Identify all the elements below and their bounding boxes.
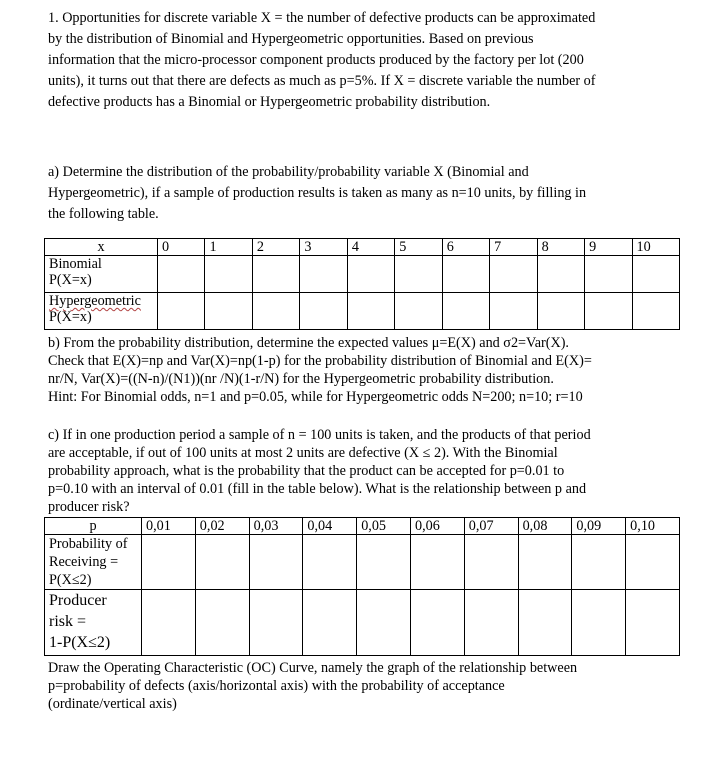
answer-cell[interactable] <box>518 590 572 656</box>
p-value-cell: 0,04 <box>303 518 357 535</box>
p-value-cell: 0,05 <box>357 518 411 535</box>
answer-cell[interactable] <box>303 535 357 590</box>
text-line: p=0.10 with an interval of 0.01 (fill in the table below). What is the relationship between p and <box>48 481 587 497</box>
text-line: by the distribution of Binomial and Hypergeometric opportunities. Based on previous <box>48 31 534 47</box>
answer-cell[interactable] <box>490 256 537 293</box>
p-value-cell: 0,06 <box>410 518 464 535</box>
question-a <box>48 162 678 225</box>
text-line: c) If in one production period a sample of n = 100 units is taken, and the products of that period <box>48 427 591 443</box>
answer-cell[interactable] <box>585 293 632 330</box>
answer-cell[interactable] <box>252 256 299 293</box>
acceptance-table <box>44 517 680 656</box>
p-value-cell: 0,07 <box>464 518 518 535</box>
text-line: Check that E(X)=np and Var(X)=np(1-p) for the probability distribution of Binomial and E(X)= <box>48 353 592 369</box>
answer-cell[interactable] <box>195 590 249 656</box>
x-value-cell: 1 <box>205 239 252 256</box>
row-label-binomial: Binomial P(X=x) <box>45 256 158 293</box>
answer-cell[interactable] <box>410 590 464 656</box>
p-value-cell: 0,09 <box>572 518 626 535</box>
answer-cell[interactable] <box>300 293 347 330</box>
answer-cell[interactable] <box>357 590 411 656</box>
p-value-cell: 0,08 <box>518 518 572 535</box>
text-line: Hint: For Binomial odds, n=1 and p=0.05, while for Hypergeometric odds N=200; n=10; r=10 <box>48 389 583 405</box>
row-label-hypergeometric: Hypergeometric P(X=x) <box>45 293 158 330</box>
text-line: units), it turns out that there are defects as much as p=5%. If X = discrete variable the number of <box>48 73 596 89</box>
answer-cell[interactable] <box>585 256 632 293</box>
text-line: information that the micro-processor component products produced by the factory per lot (200 <box>48 52 584 68</box>
text-line: the following table. <box>48 206 159 222</box>
answer-cell[interactable] <box>395 293 442 330</box>
row-label-producer-risk: Producer risk = 1-P(X≤2) <box>45 590 142 656</box>
answer-cell[interactable] <box>518 535 572 590</box>
answer-cell[interactable] <box>158 256 205 293</box>
text-line: p=probability of defects (axis/horizontal axis) with the probability of acceptance <box>48 678 505 694</box>
text-line: 1. Opportunities for discrete variable X = the number of defective products can be approximated <box>48 10 596 26</box>
answer-cell[interactable] <box>537 256 584 293</box>
answer-cell[interactable] <box>347 293 394 330</box>
question-b <box>48 334 678 406</box>
answer-cell[interactable] <box>632 256 679 293</box>
row-label-probability-receiving: Probability of Receiving = P(X≤2) <box>45 535 142 590</box>
answer-cell[interactable] <box>347 256 394 293</box>
x-value-cell: 9 <box>585 239 632 256</box>
text-line: a) Determine the distribution of the probability/probability variable X (Binomial and <box>48 164 529 180</box>
text-line: nr/N, Var(X)=((N-n)/(N1))(nr /N)(1-r/N) for the Hypergeometric probability distribution. <box>48 371 554 387</box>
answer-cell[interactable] <box>442 293 489 330</box>
p-value-cell: 0,01 <box>142 518 196 535</box>
text-line: probability approach, what is the probability that the product can be accepted for p=0.01 to <box>48 463 565 479</box>
x-value-cell: 8 <box>537 239 584 256</box>
answer-cell[interactable] <box>300 256 347 293</box>
p-header-cell: p <box>45 518 142 535</box>
answer-cell[interactable] <box>464 535 518 590</box>
answer-cell[interactable] <box>357 535 411 590</box>
table-row <box>45 256 680 293</box>
x-value-cell: 7 <box>490 239 537 256</box>
x-value-cell: 0 <box>158 239 205 256</box>
answer-cell[interactable] <box>249 590 303 656</box>
table-row <box>45 590 680 656</box>
text-line: b) From the probability distribution, determine the expected values μ=E(X) and σ2=Var(X). <box>48 335 569 351</box>
x-value-cell: 4 <box>347 239 394 256</box>
x-value-cell: 5 <box>395 239 442 256</box>
answer-cell[interactable] <box>572 590 626 656</box>
answer-cell[interactable] <box>442 256 489 293</box>
oc-curve-instruction <box>48 659 678 713</box>
answer-cell[interactable] <box>252 293 299 330</box>
answer-cell[interactable] <box>195 535 249 590</box>
x-header-cell: x <box>45 239 158 256</box>
answer-cell[interactable] <box>142 590 196 656</box>
answer-cell[interactable] <box>410 535 464 590</box>
answer-cell[interactable] <box>537 293 584 330</box>
answer-cell[interactable] <box>626 590 680 656</box>
p-value-cell: 0,03 <box>249 518 303 535</box>
x-value-cell: 2 <box>252 239 299 256</box>
p-value-cell: 0,02 <box>195 518 249 535</box>
answer-cell[interactable] <box>158 293 205 330</box>
answer-cell[interactable] <box>303 590 357 656</box>
text-line: Hypergeometric), if a sample of production results is taken as many as n=10 units, by filling in <box>48 185 587 201</box>
table-header-row <box>45 518 680 535</box>
text-line: Draw the Operating Characteristic (OC) Curve, namely the graph of the relationship between <box>48 660 578 676</box>
answer-cell[interactable] <box>249 535 303 590</box>
text-line: are acceptable, if out of 100 units at most 2 units are defective (X ≤ 2). With the Binomial <box>48 445 558 461</box>
p-value-cell: 0,10 <box>626 518 680 535</box>
answer-cell[interactable] <box>395 256 442 293</box>
distribution-table <box>44 238 680 330</box>
text-line: defective products has a Binomial or Hypergeometric probability distribution. <box>48 94 491 110</box>
answer-cell[interactable] <box>464 590 518 656</box>
x-value-cell: 10 <box>632 239 679 256</box>
table-row <box>45 535 680 590</box>
answer-cell[interactable] <box>142 535 196 590</box>
answer-cell[interactable] <box>572 535 626 590</box>
answer-cell[interactable] <box>205 293 252 330</box>
answer-cell[interactable] <box>205 256 252 293</box>
text-line: producer risk? <box>48 499 130 515</box>
answer-cell[interactable] <box>632 293 679 330</box>
question-c <box>48 426 678 516</box>
table-header-row <box>45 239 680 256</box>
x-value-cell: 6 <box>442 239 489 256</box>
x-value-cell: 3 <box>300 239 347 256</box>
text-line: (ordinate/vertical axis) <box>48 696 177 712</box>
question-1-intro <box>48 8 678 113</box>
answer-cell[interactable] <box>490 293 537 330</box>
table-row <box>45 293 680 330</box>
answer-cell[interactable] <box>626 535 680 590</box>
